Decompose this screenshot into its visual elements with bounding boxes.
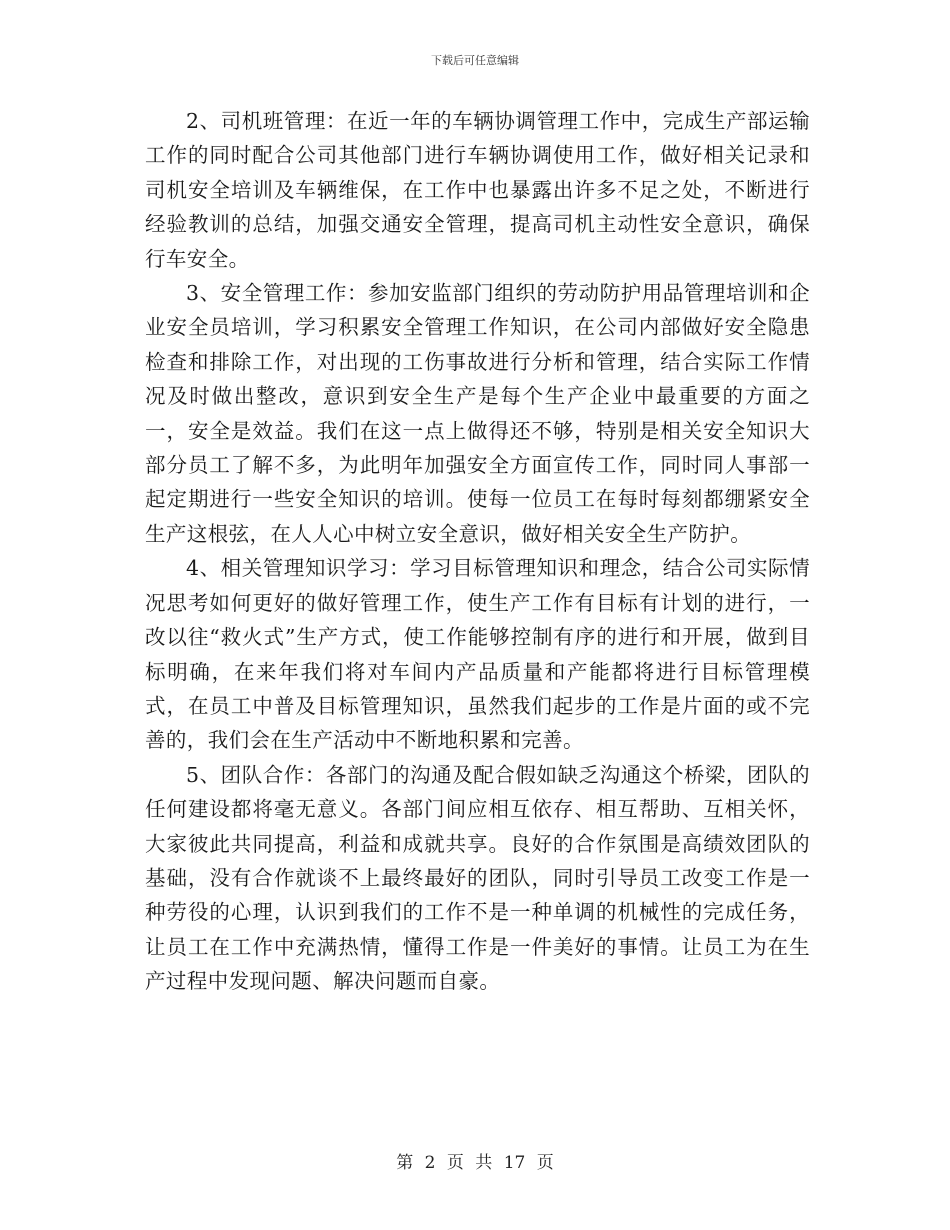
paragraph-teamwork: 5、团队合作：各部门的沟通及配合假如缺乏沟通这个桥梁，团队的任何建设都将毫无意义。各部门间应相互依存、相互帮助、互相关怀，大家彼此共同提高，利益和成就共享。良好的合作氛围是高绩效团队的基础，没有合作就谈不上最终最好的团队，同时引导员工改变工作是一种劳役的心理，认识到我们的工作不是一种单调的机械性的完成任务，让员工在工作中充满热情，懂得工作是一件美好的事情。让员工为在生产过程中发现问题、解决问题而自豪。 [145,762,810,994]
paragraph-safety-management: 3、安全管理工作：参加安监部门组织的劳动防护用品管理培训和企业安全员培训，学习积累安全管理工作知识，在公司内部做好安全隐患检查和排除工作，对出现的工伤事故进行分析和管理，结合实际工作情况及时做出整改，意识到安全生产是每个生产企业中最重要的方面之一，安全是效益。我们在这一点上做得还不够，特别是相关安全知识大部分员工了解不多，为此明年加强安全方面宣传工作，同时同人事部一起定期进行一些安全知识的培训。使每一位员工在每时每刻都绷紧安全生产这根弦，在人人心中树立安全意识，做好相关安全生产防护。 [145,281,810,546]
paragraph-driver-team: 2、司机班管理：在近一年的车辆协调管理工作中，完成生产部运输工作的同时配合公司其他部门进行车辆协调使用工作，做好相关记录和司机安全培训及车辆维保，在工作中也暴露出许多不足之处，不断进行经验教训的总结，加强交通安全管理，提高司机主动性安全意识，确保行车安全。 [145,109,810,271]
document-body [145,104,810,999]
paragraph-management-learning: 4、相关管理知识学习：学习目标管理知识和理念，结合公司实际情况思考如何更好的做好管理工作，使生产工作有目标有计划的进行，一改以往“救火式”生产方式，使工作能够控制有序的进行和开展，做到目标明确，在来年我们将对车间内产品质量和产能都将进行目标管理模式，在员工中普及目标管理知识，虽然我们起步的工作是片面的或不完善的，我们会在生产活动中不断地积累和完善。 [145,556,810,753]
page-footer: 第 2 页 共 17 页 [396,1153,554,1173]
page-header: 下载后可任意编辑 [431,54,519,67]
